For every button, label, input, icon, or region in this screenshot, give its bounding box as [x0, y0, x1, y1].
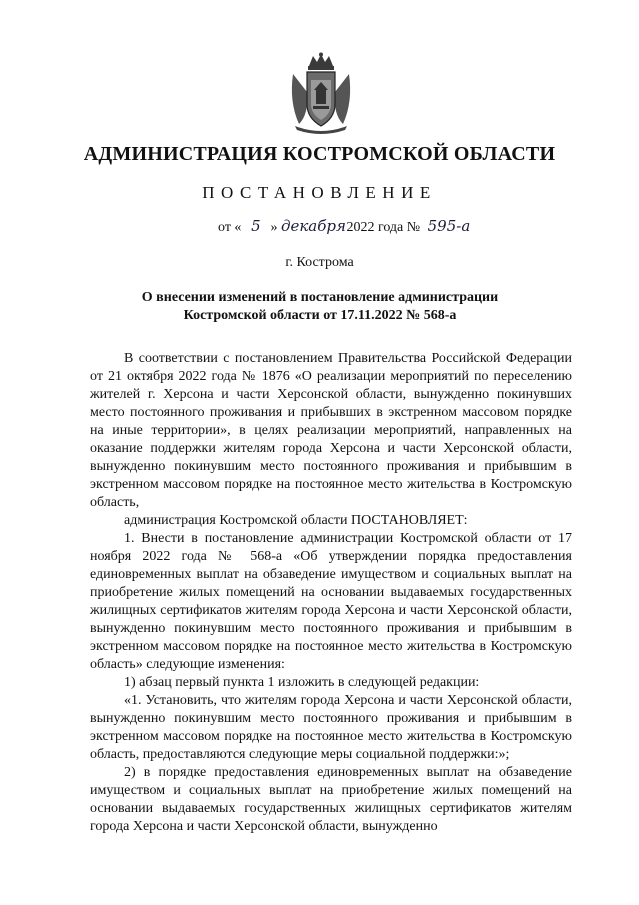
paragraph-quote: «1. Установить, что жителям города Херсона и части Херсонской области, вынужденно покинувшим место постоянного проживания и прибывшим в экстренном массовом порядке на постоянное место жительства в Костромскую область, предоставляются следующие меры социальной поддержки:»;	[90, 693, 572, 762]
paragraph-preamble: В соответствии с постановлением Правительства Российской Федерации от 21 октября 2022 года № 1876 «О реализации мероприятий по переселению жителей г. Херсона и части Херсонской области, вынужденно покинувших место постоянного проживания и прибывших в экстренном массовом порядке на иные территории», в целях реализации мероприятий, направленных на оказание поддержки жителям города Херсона и части Херсонской области, вынужденно покинувшим место постоянного проживания и прибывшим в экстренном массовом порядке на постоянное место жительства в Костромскую область,	[90, 351, 572, 510]
date-prefix: от «	[218, 220, 242, 235]
date-day-handwritten: 5	[251, 217, 261, 235]
doc-number-handwritten: 595-а	[427, 217, 471, 235]
city: г. Кострома	[285, 255, 354, 270]
document-type: ПОСТАНОВЛЕНИЕ	[202, 183, 437, 202]
document-title	[80, 289, 560, 325]
paragraph-item-1: 1. Внести в постановление администрации Костромской области от 17 ноября 2022 года № 568-а «Об утверждении порядка предоставления единовременных выплат на обзаведение имуществом и социальных выплат на приобретение жилых помещений на основании выдаваемых государственных жилищных сертификатов жителям города Херсона и части Херсонской области, вынужденно покинувшим место постоянного проживания и прибывшим в экстренном массовом порядке на постоянное место жительства в Костромскую область» следующие изменения:	[90, 531, 572, 672]
paragraph-resolves: администрация Костромской области ПОСТАНОВЛЯЕТ:	[124, 513, 468, 528]
date-mid: »	[270, 220, 278, 235]
date-year: 2022 года №	[346, 220, 421, 235]
title-line-2: Костромской области от 17.11.2022 № 568-а	[183, 308, 457, 323]
title-line-1: О внесении изменений в постановление администрации	[141, 290, 499, 305]
date-month-handwritten: декабря	[280, 217, 346, 235]
paragraph-subitem-1: 1) абзац первый пункта 1 изложить в следующей редакции:	[124, 675, 480, 690]
coat-of-arms-icon	[285, 52, 357, 134]
organization-name: АДМИНИСТРАЦИЯ КОСТРОМСКОЙ ОБЛАСТИ	[83, 143, 556, 165]
paragraph-subitem-2: 2) в порядке предоставления единовременных выплат на обзаведение имуществом и социальных выплат на приобретение жилых помещений на основании выдаваемых государственных жилищных сертификатов жителям города Херсона и части Херсонской области, вынужденно	[90, 765, 572, 834]
date-line	[218, 217, 500, 236]
document-body	[90, 350, 572, 836]
